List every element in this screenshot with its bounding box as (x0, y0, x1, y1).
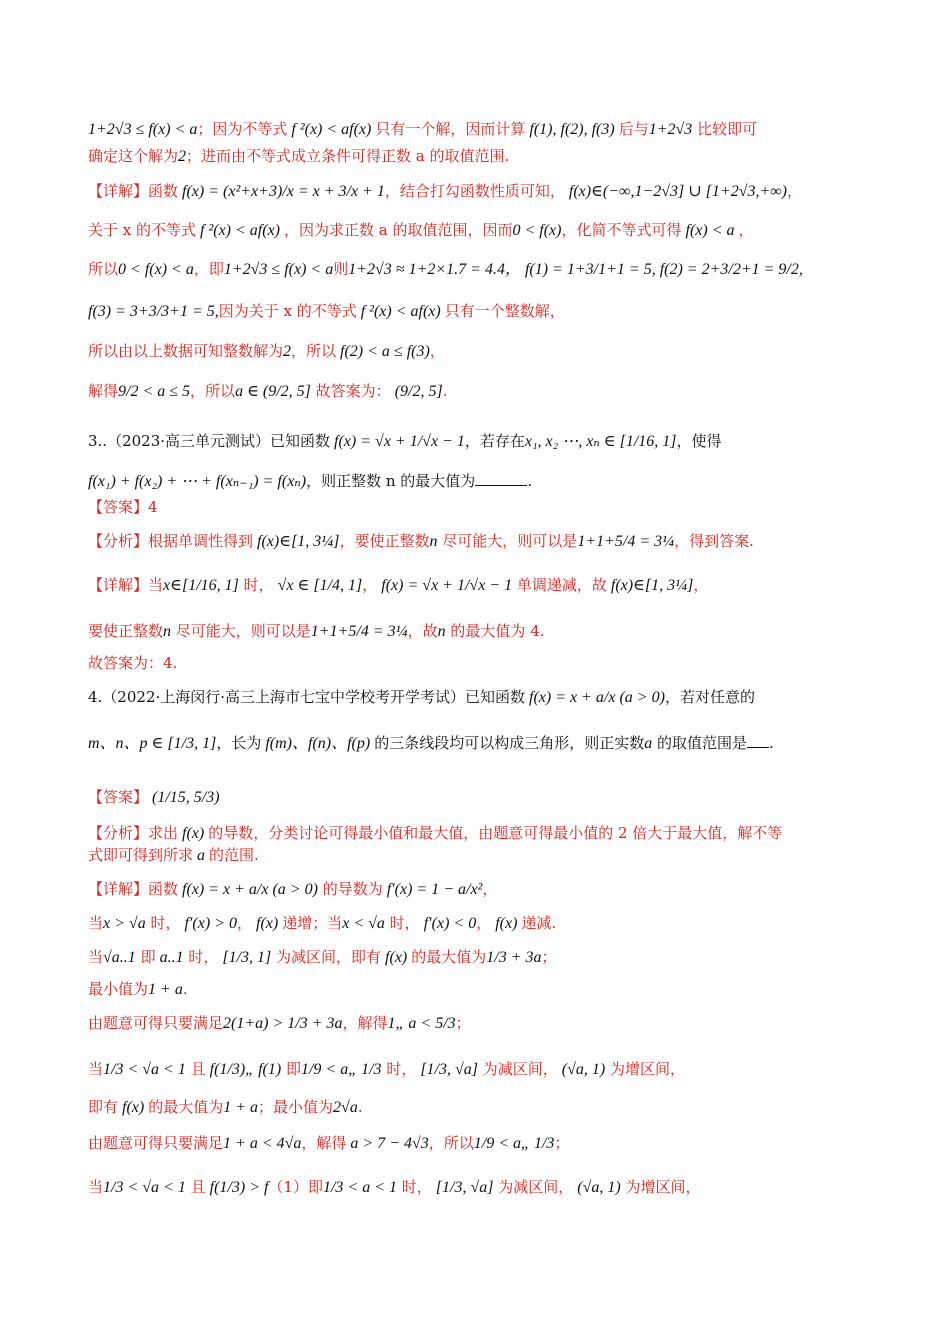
text-segment: 的最大值为 (411, 948, 487, 966)
math-expression: 1/3 < √a < 1 (103, 1061, 186, 1078)
math-expression: x∈[1/16, 1] (163, 577, 239, 594)
text-line (88, 145, 890, 168)
text-segment: ，解得 (301, 1134, 347, 1152)
math-expression: 1+2√3 ≤ f(x) < a (223, 261, 334, 278)
text-segment: 递增；当 (282, 914, 343, 932)
text-segment: ，化简不等式可得 (561, 221, 682, 239)
text-segment: ，所以 (190, 382, 236, 400)
text-segment: ，即 (193, 260, 224, 278)
text-line (88, 430, 890, 453)
text-segment: . (357, 1098, 363, 1116)
text-segment: 因为关于 x 的不等式 (218, 302, 357, 320)
math-expression: x < √a (342, 915, 385, 932)
text-segment: 为减区间，即有 (271, 948, 382, 966)
text-line (88, 300, 890, 323)
text-segment: 当 (88, 1178, 104, 1196)
text-line (88, 620, 890, 643)
math-expression: f(x)∈[1, 3¼] (253, 533, 340, 550)
text-segment: 尽可能大，则可以是 (171, 622, 311, 640)
text-segment: 后与 (618, 120, 649, 138)
text-line (88, 652, 890, 674)
text-segment: 最小值为 (88, 980, 149, 998)
math-expression: f(1/3)„ f(1) (205, 1061, 282, 1078)
math-expression: m、n、p ∈ [1/3, 1] (88, 735, 217, 752)
text-line (88, 732, 890, 755)
math-expression: f(x) (252, 915, 283, 932)
text-segment: . (182, 980, 188, 998)
text-line (88, 118, 890, 141)
math-expression: a (193, 847, 210, 864)
math-expression: [1/3, √a] (431, 1179, 494, 1196)
text-segment: ， (236, 914, 252, 932)
text-segment: 尽可能大，则可以是 (437, 532, 578, 550)
text-line (88, 219, 890, 242)
text-segment: 比较即可 (692, 120, 758, 138)
text-line (88, 180, 890, 203)
text-segment: 故答案为： (310, 382, 391, 400)
text-segment: 时， (145, 914, 181, 932)
math-expression: √x ∈ [1/4, 1] (273, 577, 363, 594)
math-expression: 9/2 < a ≤ 5 (118, 383, 191, 400)
text-segment: 3..（2023·高三单元测试）已知函数 (88, 432, 331, 450)
math-expression: 1+1+5/4 = 3¼ (577, 533, 675, 550)
text-segment: 时， (384, 914, 420, 932)
text-segment: 时， (397, 1178, 432, 1196)
text-segment: 为减区间， (478, 1060, 558, 1078)
text-segment: . (442, 382, 448, 400)
text-segment: ， (693, 576, 709, 594)
text-segment: 【详解】当 (88, 576, 164, 594)
math-expression: 1/9 < a„ 1/3 (473, 1135, 555, 1152)
math-expression: f(1), f(2), f(3) (525, 121, 619, 138)
math-expression: f ²(x) < af(x) (356, 303, 445, 320)
text-segment: 的范围. (209, 846, 259, 864)
math-expression: f(x) = x + a/x (a > 0) (525, 689, 665, 706)
text-segment: 递减. (521, 914, 557, 932)
math-expression: 1 + a < 4√a (223, 1135, 302, 1152)
text-line (88, 844, 890, 867)
text-segment: ，则正整数 n 的最大值为 (306, 472, 476, 490)
math-expression: f(x) (381, 949, 412, 966)
math-expression: (√a, 1) (557, 1061, 606, 1078)
math-expression: [1/3, 1] (218, 949, 272, 966)
text-segment: 的导数，分类讨论可得最小值和最大值，由题意可得最小值的 2 倍大于最大值，解不等 (208, 824, 783, 842)
text-segment: 即有 (88, 1098, 119, 1116)
text-segment: ， (482, 880, 498, 898)
math-expression: f(3) = 3+3/3+1 = 5, (88, 303, 219, 320)
text-line (88, 786, 890, 809)
text-segment: 的最大值为 (148, 1098, 224, 1116)
math-expression: f(x₁) + f(x₂) + ⋯ + f(xₙ₋₁) = f(xₙ) (88, 473, 307, 490)
text-segment: ，所以 (428, 1134, 474, 1152)
math-expression: f ²(x) < af(x) (196, 222, 284, 239)
text-segment: ， (738, 221, 754, 239)
text-segment: 的三条线段均可以构成三角形，则正实数 (374, 734, 645, 752)
text-segment: 只有一个解，因而计算 (375, 120, 526, 138)
answer-blank (475, 471, 527, 486)
text-line (88, 822, 890, 845)
text-segment: （1）即 (268, 1178, 323, 1196)
text-segment: ； (455, 1014, 471, 1032)
text-segment: 【答案】 (88, 788, 149, 806)
text-segment: 解得 (88, 382, 119, 400)
text-line (88, 530, 890, 553)
text-segment: 【详解】函数 (88, 182, 179, 200)
text-line (88, 340, 890, 363)
math-expression: 0 < f(x) (512, 222, 562, 239)
math-expression: f ²(x) < af(x) (287, 121, 376, 138)
math-expression: 1+1+5/4 = 3¼ (310, 623, 408, 640)
math-expression: f(x) = x + a/x (a > 0) (178, 881, 318, 898)
text-segment: 故答案为：4. (88, 654, 178, 672)
text-segment: 【答案】4 (88, 498, 158, 516)
text-line (88, 380, 890, 403)
answer-blank (747, 733, 769, 748)
text-segment: 所以 (88, 260, 119, 278)
math-expression: 1/9 < a„ 1/3 (300, 1061, 382, 1078)
text-segment: 当 (88, 1060, 104, 1078)
text-segment: 为增区间， (620, 1178, 701, 1196)
text-segment: 且 (185, 1178, 206, 1196)
text-segment: 确定这个解为 (88, 147, 179, 165)
text-line (88, 1096, 890, 1119)
text-segment: 【详解】函数 (88, 880, 179, 898)
text-segment: ，若存在 (464, 432, 525, 450)
text-segment: 时， (183, 948, 219, 966)
math-expression: (√a, 1) (573, 1179, 621, 1196)
text-segment: 要使正整数 (88, 622, 164, 640)
math-expression: 1/3 < √a < 1 (103, 1179, 186, 1196)
text-segment: 【分析】根据单调性得到 (88, 532, 254, 550)
math-expression: 2 (178, 148, 187, 165)
text-segment: . (527, 472, 533, 490)
math-expression: f(x) (491, 915, 522, 932)
math-expression: a..1 (155, 949, 184, 966)
text-segment: 当 (88, 948, 104, 966)
math-expression: √a..1 (103, 949, 136, 966)
text-segment: ，故 (407, 622, 438, 640)
text-segment: 即 (281, 1060, 301, 1078)
text-line (88, 686, 890, 709)
text-segment: ，使得 (676, 432, 722, 450)
text-segment: 时， (238, 576, 274, 594)
text-segment: 只有一个整数解， (444, 302, 565, 320)
text-segment: 所以由以上数据可知整数解为 (88, 342, 284, 360)
math-expression: ， f(1) = 1+3/1+1 = 5, f(2) = 2+3/2+1 = 9/2, (504, 261, 803, 278)
math-expression: n (163, 623, 172, 640)
math-expression: f′(x) < 0 (419, 915, 477, 932)
math-expression: f(x) (118, 1099, 149, 1116)
math-expression: 1„ a < 5/3 (387, 1015, 456, 1032)
math-expression: 2(1+a) > 1/3 + 3a (223, 1015, 343, 1032)
math-expression: a (644, 735, 653, 752)
text-line (88, 574, 890, 597)
text-segment: 的取值范围是 (652, 734, 747, 752)
text-segment: ； (554, 1134, 570, 1152)
math-expression: x₁, x₂ ⋯, xₙ ∈ [1/16, 1] (524, 433, 677, 450)
text-segment: ，要使正整数 (339, 532, 430, 550)
math-expression: a ∈ (9/2, 5] (235, 383, 311, 400)
math-expression: x > √a (103, 915, 146, 932)
math-expression: n (437, 623, 446, 640)
text-segment: 且 (185, 1060, 206, 1078)
text-segment: 4.（2022·上海闵行·高三上海市七宝中学校考开学考试）已知函数 (88, 688, 526, 706)
math-expression: f(1/3) > f (205, 1179, 269, 1196)
text-line (88, 496, 890, 518)
text-segment: 的最大值为 4. (445, 622, 545, 640)
text-segment: 【分析】求出 (88, 824, 179, 842)
math-expression: f(x)∈[1, 3¼] (606, 577, 694, 594)
text-line (88, 912, 890, 935)
math-expression: (1/15, 5/3) (148, 789, 220, 806)
math-expression: f(2) < a ≤ f(3) (336, 343, 430, 360)
math-expression: f(x) = √x + 1/√x − 1 (377, 577, 513, 594)
math-expression: 0 < f(x) < a (118, 261, 194, 278)
text-segment: ， (787, 182, 803, 200)
text-segment: ；进而由不等式成立条件可得正数 a 的取值范围. (186, 147, 510, 165)
text-segment: ，结合打勾函数性质可知， (384, 182, 565, 200)
math-expression: 1 + a (148, 981, 183, 998)
math-expression: 1+2√3 ≤ f(x) < a (88, 121, 198, 138)
math-expression: 2√a (333, 1099, 358, 1116)
math-expression: f(x) = (x²+x+3)/x = x + 3/x + 1 (178, 183, 385, 200)
math-expression: 1/3 + 3a (486, 949, 542, 966)
text-line (88, 1058, 890, 1081)
text-segment: ， (362, 576, 378, 594)
text-segment: 时， (381, 1060, 417, 1078)
text-segment: ，因为求正数 a 的取值范围，因而 (284, 221, 513, 239)
text-segment: ，所以 (291, 342, 337, 360)
text-line (88, 470, 890, 493)
text-segment: 单调递减，故 (512, 576, 607, 594)
text-segment: ，得到答案. (674, 532, 754, 550)
text-segment: ， (429, 342, 445, 360)
math-expression: 1+2√3 (648, 121, 693, 138)
text-segment: 由题意可得只要满足 (88, 1014, 224, 1032)
text-line (88, 878, 890, 901)
text-line (88, 1176, 890, 1199)
text-line (88, 1132, 890, 1155)
math-expression: f(x) (178, 825, 209, 842)
math-expression: 1 + a (223, 1099, 259, 1116)
text-segment: ，解得 (342, 1014, 388, 1032)
text-line (88, 978, 890, 1001)
text-segment: ， (476, 914, 492, 932)
text-segment: 则 (333, 260, 349, 278)
math-expression: 2 (283, 343, 292, 360)
text-segment: ，长为 (216, 734, 262, 752)
math-expression: f(x) = √x + 1/√x − 1 (330, 433, 465, 450)
text-segment: 由题意可得只要满足 (88, 1134, 224, 1152)
text-segment: 为减区间， (493, 1178, 574, 1196)
text-segment: ；最小值为 (258, 1098, 334, 1116)
math-expression: (9/2, 5] (390, 383, 443, 400)
math-expression: f(x)∈(−∞,1−2√3] ∪ [1+2√3,+∞) (564, 183, 787, 200)
text-segment: . (769, 734, 774, 752)
text-segment: 式即可得到所求 (88, 846, 194, 864)
math-expression: [1/3, √a] (416, 1061, 479, 1078)
text-segment: ，若对任意的 (664, 688, 755, 706)
math-expression: 1+2√3 ≈ 1+2×1.7 = 4.4 (348, 261, 505, 278)
math-expression: n (429, 533, 438, 550)
math-expression: 1/3 < a < 1 (322, 1179, 398, 1196)
text-segment: 的导数为 (317, 880, 383, 898)
text-segment: 为增区间， (605, 1060, 686, 1078)
math-expression: f(x) < a (681, 222, 739, 239)
math-expression: f′(x) = 1 − a/x² (382, 881, 483, 898)
text-line (88, 1012, 890, 1035)
math-expression: a > 7 − 4√3 (346, 1135, 429, 1152)
text-segment: 关于 x 的不等式 (88, 221, 196, 239)
text-segment: 当 (88, 914, 104, 932)
text-segment: ；因为不等式 (197, 120, 288, 138)
text-line (88, 946, 890, 969)
text-segment: 即 (135, 948, 156, 966)
math-expression: f(m)、f(n)、f(p) (261, 735, 375, 752)
text-line (88, 258, 890, 281)
text-segment: ； (541, 948, 557, 966)
math-expression: f′(x) > 0 (180, 915, 237, 932)
